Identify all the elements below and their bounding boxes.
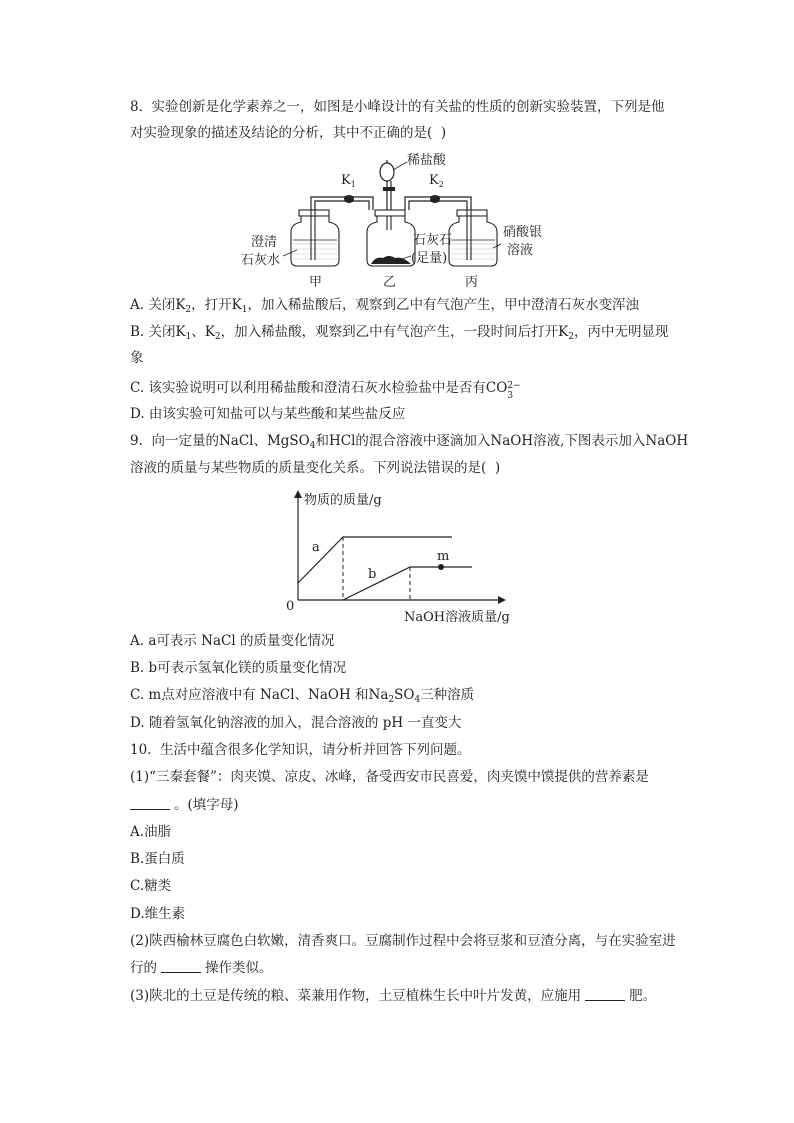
- q9-stem-line1: 9. 向一定量的NaCl、MgSO$_4$和HCl的混合溶液中逐滴加入NaOH溶液,下图表示加入NaOH: [130, 433, 689, 451]
- point-m: [438, 564, 444, 570]
- q8-option-b-cont: 象: [130, 350, 144, 366]
- curve-b-label: b: [368, 567, 377, 582]
- q9-stem-line2: 溶液的质量与某些物质的质量变化关系。下列说法错误的是( ): [130, 460, 501, 476]
- q10-option-d: D.维生素: [130, 906, 186, 922]
- valve-k1: [344, 195, 354, 203]
- y-axis-label: 物质的质量/g: [304, 493, 382, 508]
- label-agno3-2: 溶液: [507, 243, 534, 258]
- label-jia: 甲: [309, 275, 323, 290]
- q10-part2-line1: (2)陕西榆林豆腐色白软嫩，清香爽口。豆腐制作过程中会将豆浆和豆渣分离，与在实验室进: [130, 933, 676, 949]
- q10-option-c: C.糖类: [130, 878, 172, 894]
- origin-label: 0: [286, 599, 295, 614]
- q9-option-d: D. 随着氢氧化钠溶液的加入，混合溶液的 pH 一直变大: [130, 715, 462, 731]
- point-m-label: m: [437, 549, 450, 564]
- label-limestone-2: (足量): [411, 251, 448, 266]
- curve-a-label: a: [312, 540, 320, 555]
- q8-option-b: B. 关闭$K_1$、$K_2$，加入稀盐酸，观察到乙中有气泡产生，一段时间后打开$K_2$，丙中无明显现: [130, 324, 669, 342]
- q8-option-a: A. 关闭$K_2$，打开$K_1$，加入稀盐酸后，观察到乙中有气泡产生，甲中澄清石灰水变浑浊: [130, 297, 639, 315]
- q8-apparatus-figure: [235, 152, 565, 292]
- q9-option-b: B. b可表示氢氧化镁的质量变化情况: [130, 660, 347, 676]
- q10-stem: 10. 生活中蕴含很多化学知识，请分析并回答下列问题。: [130, 742, 471, 758]
- q9-chart: [280, 488, 520, 630]
- q10-option-a: A.油脂: [130, 824, 172, 840]
- label-hcl: 稀盐酸: [407, 153, 447, 168]
- q9-option-c: C. m点对应溶液中有 NaCl、NaOH 和$Na_2SO_4$三种溶质: [130, 687, 475, 705]
- q10-part2-line2: 行的 操作类似。: [130, 960, 273, 976]
- funnel-bulb: [380, 163, 394, 181]
- bottle-jia: [291, 210, 339, 266]
- q8-option-d: D. 由该实验可知盐可以与某些酸和某些盐反应: [130, 406, 406, 422]
- label-bing: 丙: [465, 275, 479, 290]
- q8-option-c: C. 该实验说明可以利用稀盐酸和澄清石灰水检验盐中是否有CO 3 2−: [130, 380, 521, 401]
- label-k2: $K_2$: [429, 173, 444, 189]
- x-axis-arrow: [498, 596, 506, 604]
- q8-stem-line2: 对实验现象的描述及结论的分析，其中不正确的是( ): [130, 125, 447, 141]
- y-axis-arrow: [294, 490, 302, 498]
- label-limewater-1: 澄清: [251, 235, 278, 250]
- answer-blank-2[interactable]: [161, 960, 201, 973]
- label-yi: 乙: [383, 275, 397, 290]
- q10-option-b: B.蛋白质: [130, 851, 185, 867]
- answer-blank-1[interactable]: [130, 797, 170, 810]
- bottle-yi: [367, 210, 415, 266]
- q9-option-a: A. a可表示 NaCl 的质量变化情况: [130, 633, 335, 649]
- curve-b: [343, 567, 472, 600]
- q10-part3: (3)陕北的土豆是传统的粮、菜兼用作物，土豆植株生长中叶片发黄，应施用 肥。: [130, 988, 657, 1004]
- bottle-bing: [449, 210, 497, 266]
- label-limestone-1: 石灰石: [413, 233, 453, 248]
- answer-blank-3[interactable]: [585, 988, 625, 1001]
- q8-stem-line1: 8. 实验创新是化学素养之一，如图是小峰设计的有关盐的性质的创新实验装置，下列是他: [130, 99, 665, 115]
- label-k1: $K_1$: [341, 173, 356, 189]
- label-agno3-1: 硝酸银: [503, 225, 543, 240]
- q10-part1-line2: 。(填字母): [130, 795, 239, 815]
- x-axis-label: NaOH溶液质量/g: [404, 610, 510, 625]
- label-limewater-2: 石灰水: [241, 253, 281, 268]
- valve-k2: [430, 195, 440, 203]
- funnel-stopcock: [383, 187, 395, 191]
- q10-part1-line1: (1)“三秦套餐”：肉夹馍、凉皮、冰峰，备受西安市民喜爱，肉夹馍中馍提供的营养素是: [130, 769, 649, 785]
